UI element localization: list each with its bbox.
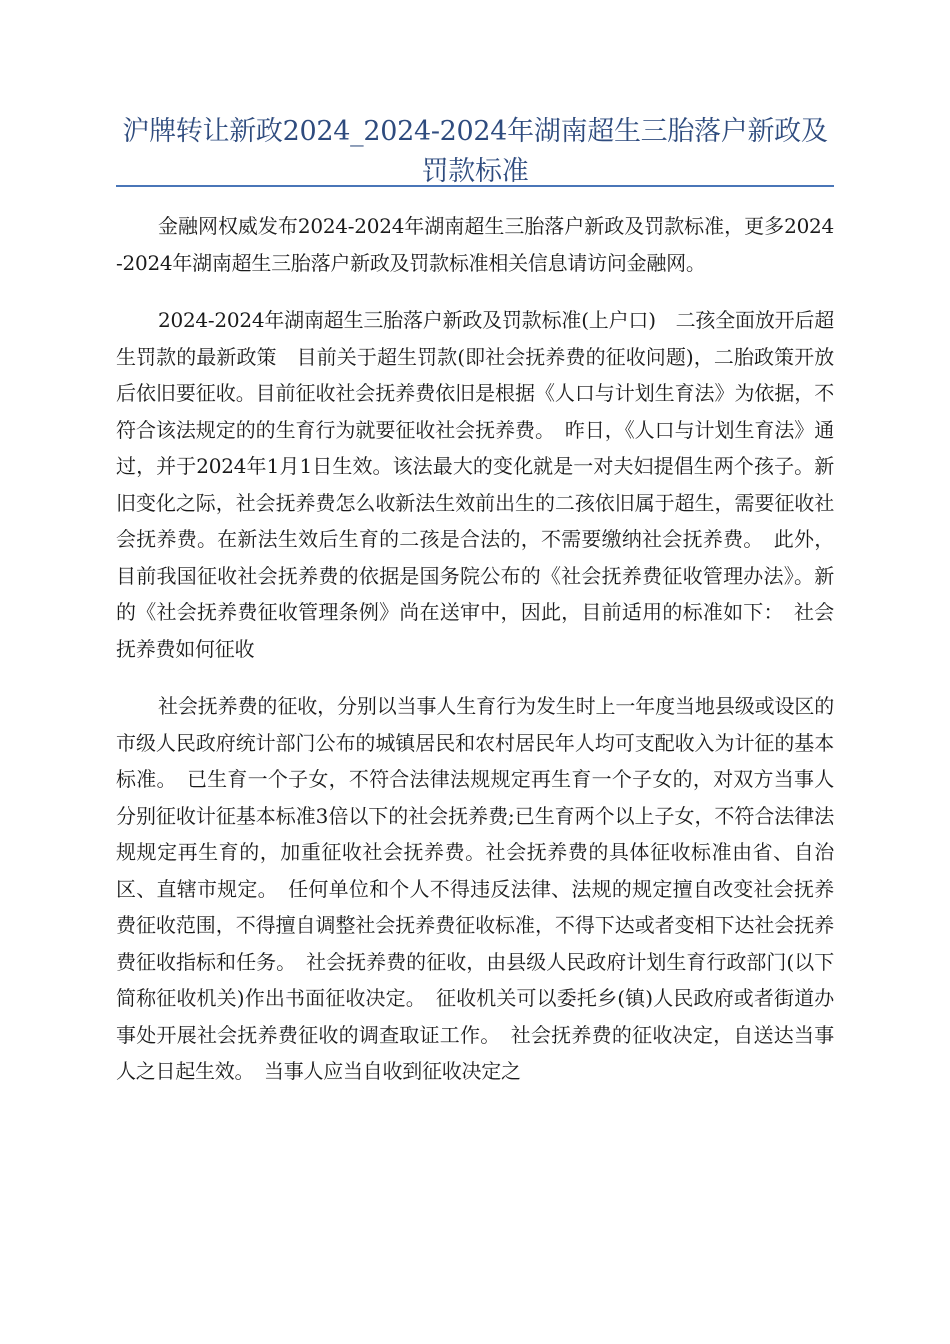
document-title: 沪牌转让新政2024_2024-2024年湖南超生三胎落户新政及罚款标准 — [122, 116, 828, 187]
paragraph-intro: 金融网权威发布2024-2024年湖南超生三胎落户新政及罚款标准，更多2024-2024年湖南超生三胎落户新政及罚款标准相关信息请访问金融网。 — [116, 214, 834, 275]
paragraph-policy: 2024-2024年湖南超生三胎落户新政及罚款标准(上户口) 二孩全面放开后超生罚款的最新政策 目前关于超生罚款(即社会抚养费的征收问题)，二胎政策开放后依旧要征收。目前征收社会抚养费依旧是根据《人口与计划生育法》为依据，不符合该法规定的的生育行为就要征收社会抚养费。 昨日，《人口与计划生育法》通过，并于2024年1月1日生效。该法最大的变化就是一对夫妇提倡生两个孩子。新旧变化之际，社会抚养费怎么收新法生效前出生的二孩依旧属于超生，需要征收社会抚养费。在新法生效后生育的二孩是合法的，不需要缴纳社会抚养费。 此外，目前我国征收社会抚养费的依据是国务院公布的《社会抚养费征收管理办法》。新的《社会抚养费征收管理条例》尚在送审中，因此，目前适用的标准如下： 社会抚养费如何征收 — [116, 308, 834, 661]
paragraph-fee-standard: 社会抚养费的征收，分别以当事人生育行为发生时上一年度当地县级或设区的市级人民政府统计部门公布的城镇居民和农村居民年人均可支配收入为计征的基本标准。 已生育一个子女，不符合法律法规规定再生育一个子女的，对双方当事人分别征收计征基本标准3倍以下的社会抚养费;已生育两个以上子女，不符合法律法规规定再生育的，加重征收社会抚养费。社会抚养费的具体征收标准由省、自治区、直辖市规定。 任何单位和个人不得违反法律、法规的规定擅自改变社会抚养费征收范围，不得擅自调整社会抚养费征收标准，不得下达或者变相下达社会抚养费征收指标和任务。 社会抚养费的征收，由县级人民政府计划生育行政部门(以下简称征收机关)作出书面征收决定。 征收机关可以委托乡(镇)人民政府或者街道办事处开展社会抚养费征收的调查取证工作。 社会抚养费的征收决定，自送达当事人之日起生效。 当事人应当自收到征收决定之 — [116, 694, 834, 1083]
document-body — [116, 208, 834, 1111]
title-underline — [116, 185, 834, 187]
